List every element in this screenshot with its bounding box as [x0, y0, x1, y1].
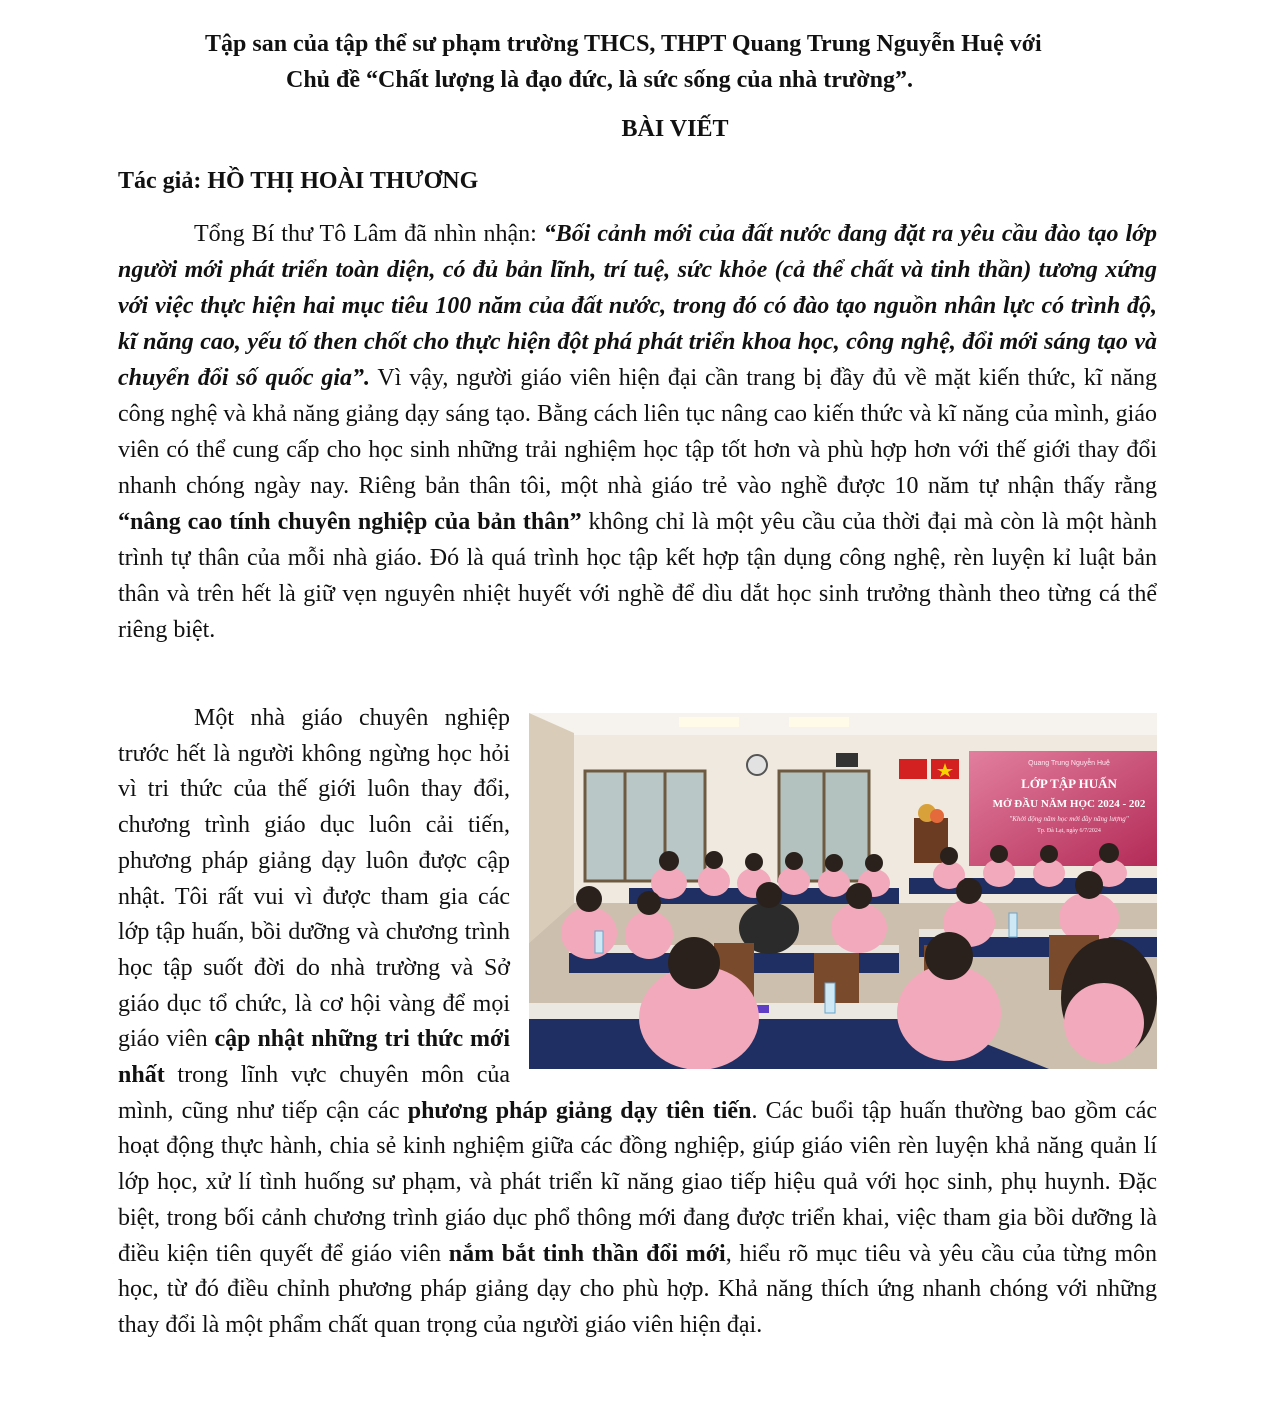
banner-date: Tp. Đà Lạt, ngày 6/7/2024	[1037, 828, 1101, 834]
p2-text-c: . Các buổi tập huấn thường bao gồm các hoạt động thực hành, chia sẻ kinh nghiệm giữa các đồng nghiệp, giúp giáo viên rèn luyện khả năng quản lí lớp học, xử lí tình huống sư phạm, và phát triển kĩ năng giao tiếp hiệu quả với học sinh, phụ huynh. Đặc biệt, trong bối cảnh chương trình giáo dục phổ thông mới đang được triển khai, việc tham gia bồi dưỡng là điều kiện tiên quyết để giáo viên	[118, 1097, 1158, 1267]
p1-text-a: Vì vậy, người giáo viên hiện đại cần trang bị đầy đủ về mặt kiến thức, kĩ năng công nghệ và khả năng giảng dạy sáng tạo. Bằng cách liên tục nâng cao kiến thức và kĩ năng của mình, giáo viên có thể cung cấp cho học sinh những trải nghiệm học tập tốt hơn và phù hợp hơn với thế giới thay đổi nhanh chóng ngày nay. Riêng bản thân tôi, một nhà giáo trẻ vào nghề được 10 năm tự nhận thấy rằng	[118, 365, 1157, 499]
p2-bold-c: nắm bắt tinh thần đổi mới	[448, 1240, 726, 1267]
p2-text-a: Một nhà giáo chuyên nghiệp trước hết là người không ngừng học hỏi vì tri thức của thế giới luôn thay đổi, chương trình giáo dục luôn cải tiến, phương pháp giảng dạy luôn được cập nhật. Tôi rất vui vì được tham gia các lớp tập huấn, bồi dưỡng và chương trình học tập suốt đời do nhà trường và Sở giáo dục tổ chức, là cơ hội vàng để mọi giáo viên	[118, 705, 510, 1053]
p2-text-d: , hiểu rõ mục tiêu và yêu cầu của từng môn học, từ đó điều chỉnh phương pháp giảng dạy cho phù hợp. Khả năng thích ứng nhanh chóng với những thay đổi là một phẩm chất quan trọng của người giáo viên hiện đại.	[118, 1240, 1158, 1338]
p2-text-b: trong lĩnh vực chuyên môn của mình, cũng như tiếp cận các	[118, 1062, 510, 1124]
p1-bold-a: “nâng cao tính chuyên nghiệp của bản thân”	[118, 509, 582, 535]
training-class-photo	[529, 713, 1157, 1069]
header-line-2: Chủ đề “Chất lượng là đạo đức, là sức sống của nhà trường”.	[286, 67, 913, 93]
p2-bold-b: phương pháp giảng dạy tiên tiến	[407, 1097, 752, 1124]
p1-text-b: không chỉ là một yêu cầu của thời đại mà còn là một hành trình tự thân của mỗi nhà giáo. Đó là quá trình học tập kết hợp tận dụng công nghệ, rèn luyện kỉ luật bản thân và trên hết là giữ vẹn nguyên nhiệt huyết với nghề để dìu dắt học sinh trưởng thành theo từng cá thể riêng biệt.	[118, 509, 1157, 643]
paragraph-1	[118, 216, 1157, 648]
banner-small-text: Quang Trung Nguyễn Huệ	[1028, 760, 1110, 767]
p2-bold-a: cập nhật những tri thức mới nhất	[118, 1026, 510, 1089]
header-line-1: Tập san của tập thể sư phạm trường THCS, THPT Quang Trung Nguyễn Huệ với	[205, 31, 1042, 57]
paragraph-2-block	[118, 701, 1157, 1344]
banner-title: LỚP TẬP HUẤN	[1021, 776, 1117, 791]
p1-quote: “Bối cảnh mới của đất nước đang đặt ra yêu cầu đào tạo lớp người mới phát triển toàn diện, có đủ bản lĩnh, trí tuệ, sức khỏe (cả thể chất và tinh thần) tương xứng với việc thực hiện hai mục tiêu 100 năm của đất nước, trong đó có đào tạo nguồn nhân lực có trình độ, kĩ năng cao, yếu tố then chốt cho thực hiện đột phá phát triển khoa học, công nghệ, đổi mới sáng tạo và chuyển đổi số quốc gia”.	[118, 221, 1157, 391]
author-line: Tác giả: HỒ THỊ HOÀI THƯƠNG	[118, 168, 479, 194]
photo-illustration	[529, 713, 1157, 1069]
banner-slogan: "Khởi động năm học mới đầy năng lượng"	[1009, 815, 1129, 823]
section-title: BÀI VIẾT	[621, 116, 729, 142]
p1-intro: Tổng Bí thư Tô Lâm đã nhìn nhận:	[194, 221, 544, 247]
banner-subtitle: MỞ ĐẦU NĂM HỌC 2024 - 202	[992, 798, 1146, 810]
document-header	[0, 26, 1275, 98]
